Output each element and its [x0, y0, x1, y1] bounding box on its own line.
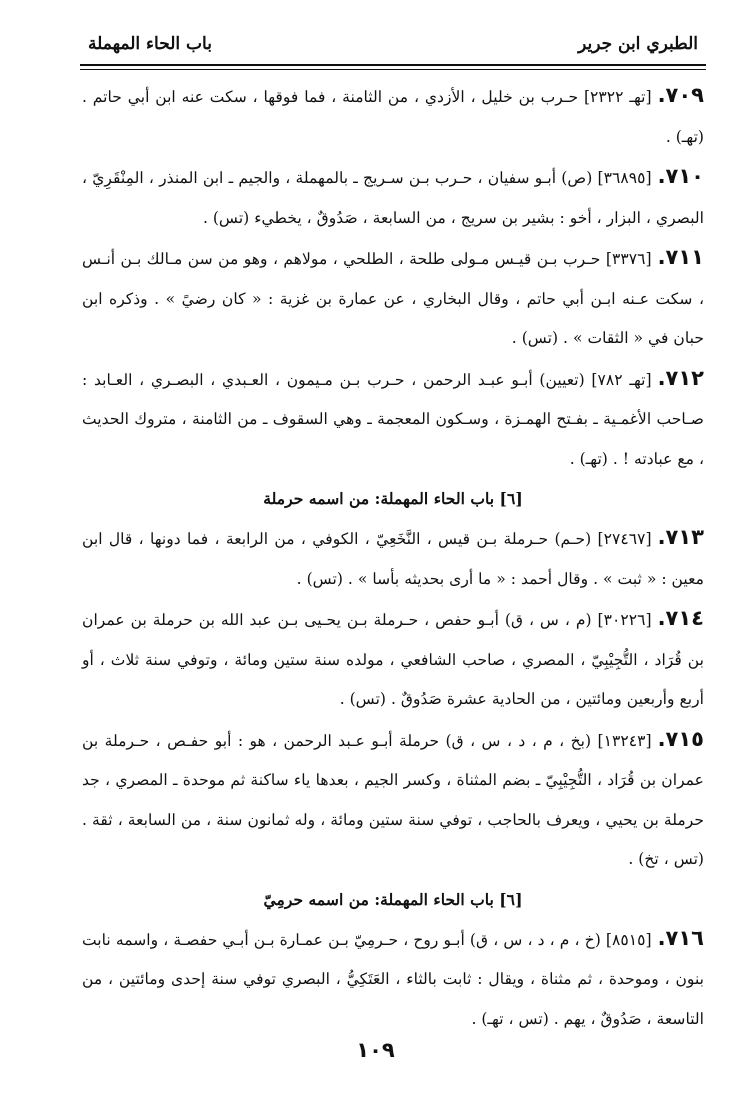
entry-number: ٧٠٩. [657, 83, 704, 107]
entry-712 [82, 359, 704, 480]
entry-text: [١٣٢٤٣] (بخ ، م ، د ، س ، ق) حرملة أبـو عـبد الرحمن ، هو : أبو حفـص ، حـرملة بن عمران بن قُرَاد ، التُّجِيْبِيّ ـ بضم المثناة ، وكسر الجيم ، بعدها ياء ساكنة ثم موحدة ـ المصري ، جد حرملة بن يحيي ، ويعرف بالحاجب ، توفي سنة ستين ومائة ، وله ثمانون سنة ، من السابعة ، ثقة . (تس ، تخ) . [82, 731, 704, 868]
entry-text: [٨٥١٥] (خ ، م ، د ، س ، ق) أبـو روح ، حـرمِيّ بـن عمـارة بـن أبـي حفصـة ، واسمه نابت بنون ، وموحدة ، ثم مثناة ، ويقال : ثابت بالثاء ، العَتَكِيُّ ، البصري توفي سنة إحدى ومائتين ، من التاسعة ، صَدُوقٌ ، يهم . (تس ، تهـ) . [82, 930, 704, 1028]
entry-number: ٧١٣. [657, 525, 704, 549]
header-chapter-title: باب الحاء المهملة [88, 34, 212, 54]
entry-text: [٣٣٧٦] حـرب بـن قيـس مـولى طلحة ، الطلحي ، مولاهم ، وهو من سن مـالك بـن أنـس ، سكت عـنه ابـن أبي حاتم ، وقال البخاري ، عن عمارة بن غزية : « كان رضيً » . وذكره ابن حبان في « الثقات » . (تس) . [82, 250, 704, 347]
header-rule-thin [80, 69, 706, 70]
entry-text: [٢٧٤٦٧] (حـم) حـرملة بـن قيس ، النَّخَعِيّ ، الكوفي ، من الرابعة ، فما دونها ، قال ابن معين : « ثبت » . وقال أحمد : « ما أرى بحديثه بأسا » . (تس) . [82, 530, 704, 588]
section-heading-harami: [٦] باب الحاء المهملة: من اسمه حرمِيّ [263, 889, 523, 909]
entry-709 [82, 76, 704, 157]
entry-text: [تهـ ٢٣٢٢] حـرب بن خليل ، الأزدي ، من الثامنة ، فما فوقها ، سكت عنه ابن أبي حاتم . (تهـ) . [82, 88, 704, 146]
entry-number: ٧١٠. [657, 164, 704, 188]
entry-text: [٣٠٢٢٦] (م ، س ، ق) أبـو حفص ، حـرملة بـن يحـيى بـن عبد الله بن حرملة بن عمران بن قُرَاد ، التُّجِيْبِيّ ، المصري ، صاحب الشافعي ، مولده سنة ستين ومائة ، وتوفي سنة ثلاث ، أو أربع وأربعين ومائتين ، من الحادية عشرة صَدُوقٌ . (تس) . [82, 611, 704, 708]
entry-716 [82, 919, 704, 1040]
entry-715 [82, 720, 704, 880]
entry-711 [82, 238, 704, 359]
entry-number: ٧١٥. [657, 726, 704, 751]
entry-number: ٧١١. [657, 245, 704, 269]
page-content [82, 76, 704, 1039]
section-heading-harmala: [٦] باب الحاء المهملة: من اسمه حرملة [263, 489, 523, 508]
page-number: ١٠٩ [356, 1038, 395, 1062]
entry-number: ٧١٦. [657, 925, 704, 950]
entry-text: [تهـ ٧٨٢] (تعيين) أبـو عبـد الرحمن ، حـرب بـن مـيمون ، العـبدي ، البصـري ، العـابد : صـاحب الأغمـية ـ بفـتح الهمـزة ، وسـكون المعجمة ـ وهي السقوف ـ من الثامنة ، متروك الحديث ، مع عبادته ! . (تهـ) . [82, 370, 704, 468]
entry-number: ٧١٤. [657, 606, 704, 630]
entry-714 [82, 599, 704, 720]
entry-710 [82, 157, 704, 238]
header-rule [80, 64, 706, 66]
entry-text: [٣٦٨٩٥] (ص) أبـو سفيان ، حـرب بـن سـريج ـ بالمهملة ، والجيم ـ ابن المنذر ، المِنْقَرِيّ ، البصري ، البزار ، أخو : بشير بن سريج ، من السابعة ، صَدُوقٌ ، يخطيء (تس) . [82, 169, 704, 227]
entry-713 [82, 518, 704, 599]
header-book-title: الطبري ابن جرير [578, 34, 698, 54]
running-header [88, 30, 698, 62]
entry-number: ٧١٢. [657, 365, 704, 390]
